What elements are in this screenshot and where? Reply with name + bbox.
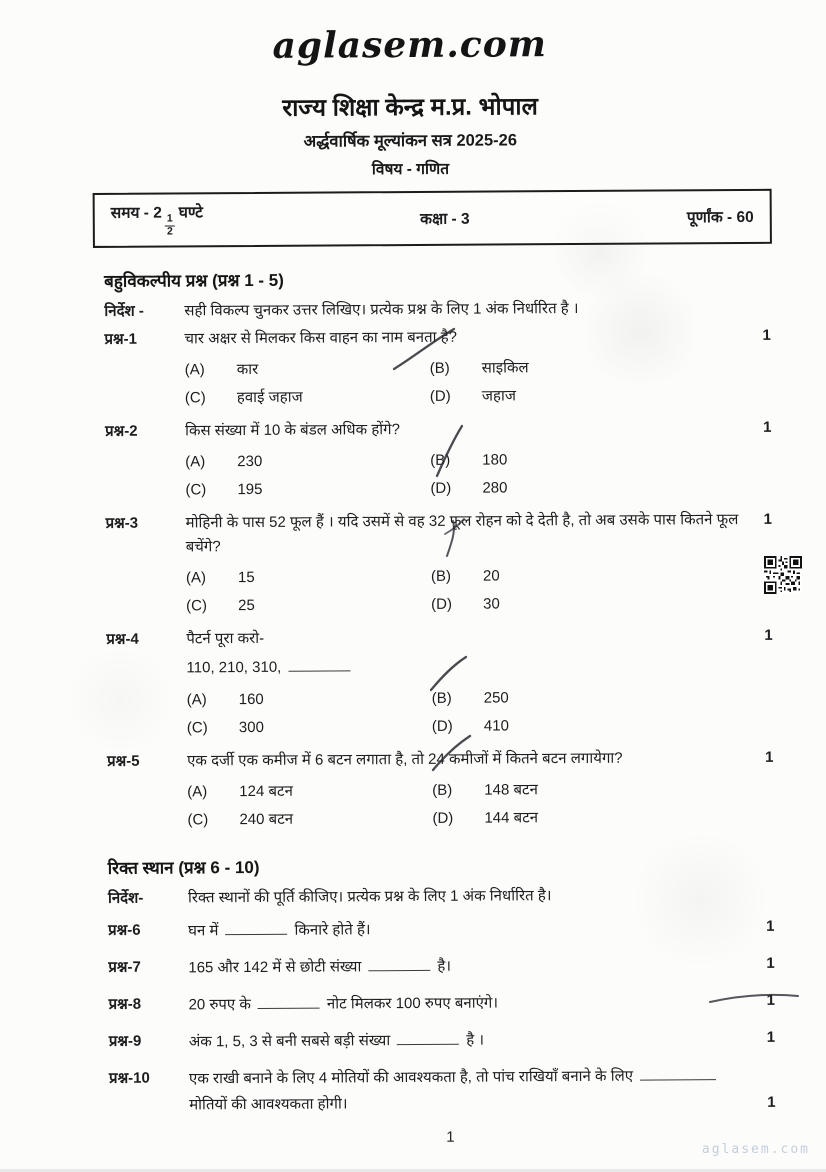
question-marks: 1 [766, 917, 775, 935]
time-fraction: $\frac{1}{2}$ [166, 212, 173, 238]
question-number: प्रश्न-5 [107, 752, 140, 770]
question-row-6 [108, 915, 790, 945]
blank-line [397, 1031, 459, 1045]
subject-line: विषय - गणित [371, 160, 450, 179]
question-number: प्रश्न-3 [105, 514, 139, 532]
option-c: (C) 240 बटन [187, 810, 294, 829]
option-b: (B) 20 [430, 567, 500, 585]
option-text: 30 [483, 595, 500, 613]
question-number: प्रश्न-2 [105, 422, 138, 440]
option-text: कार [236, 360, 259, 379]
max-marks-field: पूर्णांक - 60 [686, 208, 754, 226]
option-d: (D) जहाज [429, 387, 517, 405]
blank-line [225, 921, 287, 935]
question-text: घन में किनारे होते हैं। [188, 921, 371, 940]
question-marks: 1 [766, 1028, 776, 1046]
question-text: 165 और 142 में से छोटी संख्या है। [188, 957, 452, 977]
option-c: (C) 300 [186, 718, 264, 737]
question-number: प्रश्न-8 [108, 995, 142, 1013]
direction-text: रिक्त स्थानों की पूर्ति कीजिए। प्रत्येक प्रश्न के लिए 1 अंक निर्धारित है। [187, 887, 552, 907]
section-mcq-title: बहुविकल्पीय प्रश्न (प्रश्न 1 - 5) [104, 270, 284, 291]
option-b: (B) 180 [430, 451, 508, 469]
option-b: (B) 148 बटन [432, 781, 538, 799]
blank-line [368, 957, 430, 971]
pattern-sequence: 110, 210, 310, [186, 652, 756, 681]
section-fill-title: रिक्त स्थान (प्रश्न 6 - 10) [107, 857, 260, 878]
option-text: हवाई जहाज [236, 388, 303, 407]
option-text: 180 [482, 451, 508, 469]
option-a: (A) 124 बटन [187, 782, 293, 801]
question-text: किस संख्या में 10 के बंडल अधिक होंगे? [185, 421, 400, 440]
question-marks: 1 [765, 748, 774, 766]
aglasem-watermark-bottom: aglasem.com [701, 1142, 810, 1157]
option-text: 250 [483, 689, 509, 707]
question-number: प्रश्न-1 [104, 330, 138, 348]
question-row-10 [109, 1063, 791, 1119]
qr-code [764, 556, 802, 594]
question-row-8 [108, 989, 790, 1019]
question-text: एक राखी बनाने के लिए 4 मोतियों की आवश्यकता है, तो पांच राखियाँ बनाने के लिएमोतियों की आवश्यकता होगी। [189, 1067, 723, 1113]
blank-line [640, 1066, 716, 1080]
question-text: एक दर्जी एक कमीज में 6 बटन लगाता है, तो 24 कमीजों में कितने बटन लगायेगा? [187, 749, 623, 770]
option-text: 230 [237, 452, 263, 471]
option-text: 25 [238, 596, 255, 615]
fill-directions [108, 884, 790, 908]
question-marks: 1 [764, 626, 773, 644]
question-row-3 [106, 508, 789, 621]
option-c: (C) हवाई जहाज [184, 388, 303, 407]
option-text: 160 [238, 690, 264, 709]
question-marks: 1 [763, 510, 773, 528]
option-a: (A) 230 [185, 452, 263, 471]
exam-board-title: राज्य शिक्षा केन्द्र म.प्र. भोपाल [282, 93, 538, 122]
option-text: 20 [482, 567, 500, 585]
question-marks: 1 [766, 954, 775, 972]
question-number: प्रश्न-6 [108, 921, 141, 939]
option-d: (D) 30 [431, 595, 500, 613]
page-number: 1 [446, 1128, 455, 1146]
option-text: 124 बटन [239, 782, 293, 801]
question-number: प्रश्न-7 [108, 958, 141, 976]
question-marks: 1 [762, 418, 772, 436]
option-c: (C) 195 [185, 480, 263, 499]
question-number: प्रश्न-4 [106, 630, 139, 648]
question-marks: 1 [767, 1093, 776, 1111]
exam-session-title: अर्द्धवार्षिक मूल्यांकन सत्र 2025-26 [303, 131, 518, 151]
question-marks: 1 [762, 326, 771, 344]
question-row-7 [108, 952, 790, 982]
option-text: साइकिल [481, 359, 529, 377]
option-d: (D) 280 [430, 479, 508, 497]
option-text: 280 [482, 479, 508, 497]
question-number: प्रश्न-10 [108, 1069, 150, 1087]
direction-label: निर्देश - [104, 302, 144, 320]
option-d: (D) 144 बटन [432, 809, 539, 827]
class-field: कक्षा - 3 [420, 210, 470, 228]
question-row-4 [106, 624, 789, 743]
direction-label: निर्देश- [107, 889, 144, 907]
option-text: 148 बटन [484, 781, 538, 799]
option-text: 410 [483, 717, 509, 735]
direction-text: सही विकल्प चुनकर उत्तर लिखिए। प्रत्येक प्रश्न के लिए 1 अंक निर्धारित है । [184, 300, 579, 320]
exam-info-box [93, 189, 772, 248]
question-text: अंक 1, 5, 3 से बनी सबसे बड़ी संख्या है । [188, 1031, 485, 1051]
option-text: जहाज [481, 387, 517, 405]
aglasem-watermark-top: aglasem.com [272, 23, 547, 67]
question-text: चार अक्षर से मिलकर किस वाहन का नाम बनता है? [184, 328, 458, 348]
blank-line [288, 657, 350, 671]
question-number: प्रश्न-9 [108, 1032, 142, 1050]
question-row-9 [109, 1026, 791, 1056]
time-field: समय - 2 $\frac{1}{2}$ घण्टे [110, 204, 203, 238]
question-text: पैटर्न पूरा करो- [186, 629, 265, 648]
question-row-1 [104, 324, 787, 413]
option-text: 15 [237, 568, 255, 587]
option-b: (B) साइकिल [429, 359, 529, 377]
option-text: 195 [237, 480, 263, 499]
question-row-5 [107, 746, 790, 835]
option-b: (B) 250 [431, 689, 509, 707]
option-text: 240 बटन [239, 810, 294, 829]
question-marks: 1 [766, 991, 775, 1009]
mcq-directions [104, 297, 786, 321]
option-c: (C) 25 [186, 596, 255, 615]
question-row-2 [105, 416, 788, 505]
option-d: (D) 410 [431, 717, 509, 735]
option-text: 144 बटन [484, 809, 539, 827]
option-a: (A) 160 [186, 690, 264, 709]
blank-line [258, 995, 320, 1009]
option-a: (A) कार [184, 360, 259, 379]
question-text: 20 रुपए के नोट मिलकर 100 रुपए बनाएंगे। [188, 994, 499, 1014]
option-a: (A) 15 [185, 568, 255, 587]
option-text: 300 [238, 718, 264, 737]
question-text: मोहिनी के पास 52 फूल हैं । यदि उसमें से वह 32 फूल रोहन को दे देती है, तो अब उसके पास कितने फूल बचेंगे? [185, 511, 739, 556]
